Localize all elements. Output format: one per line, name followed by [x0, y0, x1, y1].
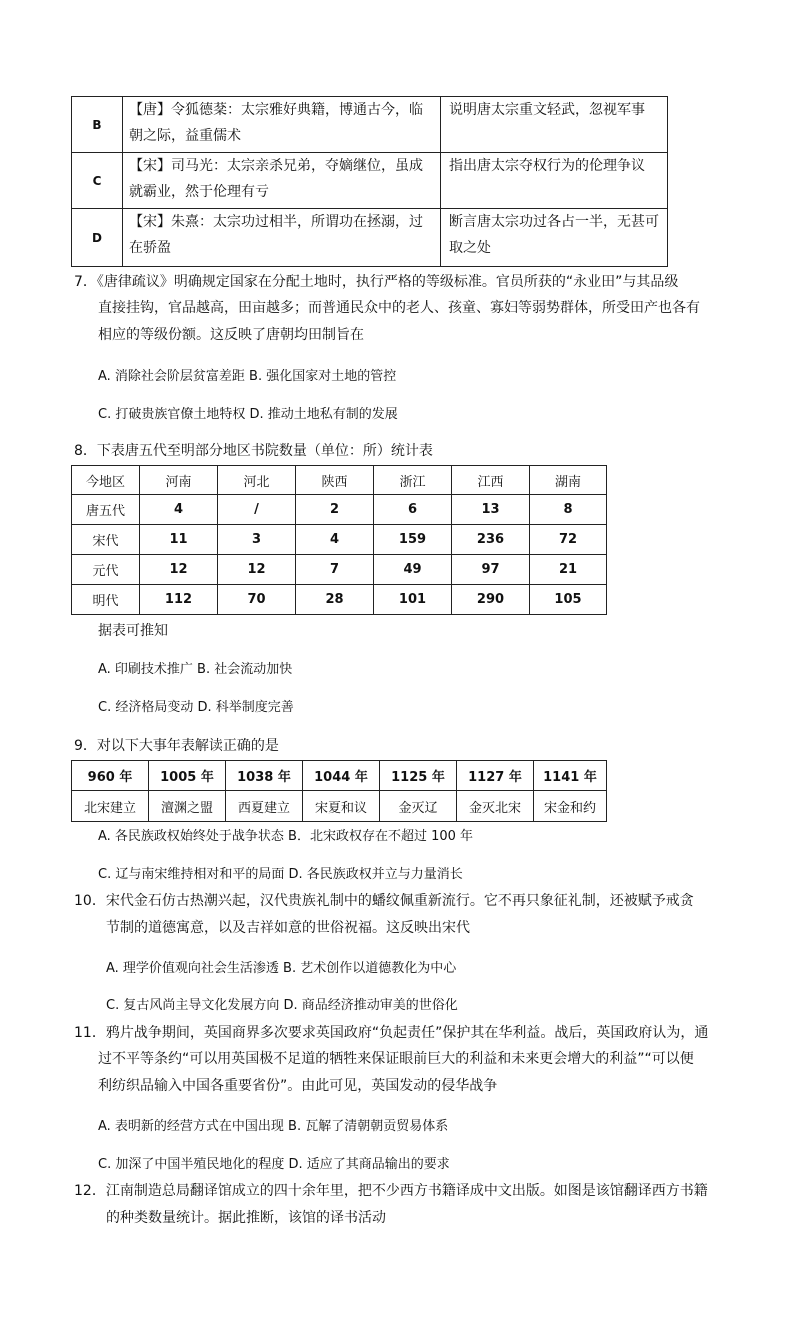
table-row — [72, 495, 607, 525]
cell: 12 — [218, 555, 296, 585]
question-11-line: 过不平等条约“可以用英国极不足道的牺牲来保证眼前巨大的利益和未来更会增大的利益”“可以便 — [98, 1051, 694, 1067]
source-line: 就霸业，然于伦理有亏 — [129, 184, 269, 200]
table-header-row — [72, 466, 607, 495]
header-cell: 河北 — [218, 466, 296, 495]
comment-cell — [441, 97, 668, 153]
row-label: B — [72, 97, 123, 153]
row-label: C — [72, 153, 123, 209]
source-line: 在骄盈 — [129, 240, 171, 256]
question-7-options-ab[interactable]: A. 消除社会阶层贫富差距 B. 强化国家对土地的管控 — [98, 369, 397, 384]
source-line: 【唐】令狐德棻：太宗雅好典籍，博通古今，临 — [129, 102, 423, 118]
table-row — [72, 525, 607, 555]
source-line: 朝之际，益重儒术 — [129, 128, 241, 144]
question-7-line: 相应的等级份额。这反映了唐朝均田制旨在 — [98, 327, 364, 343]
cell: 6 — [374, 495, 452, 525]
header-cell: 江西 — [452, 466, 530, 495]
cell: 明代 — [72, 585, 140, 615]
question-9-options-cd[interactable]: C. 辽与南宋维持相对和平的局面 D. 各民族政权并立与力量消长 — [98, 867, 463, 882]
question-8-prompt: 据表可推知 — [98, 623, 168, 639]
table-row — [72, 97, 668, 153]
question-10-options-ab[interactable]: A. 理学价值观向社会生活渗透 B. 艺术创作以道德教化为中心 — [106, 961, 457, 976]
table-row — [72, 585, 607, 615]
cell: 101 — [374, 585, 452, 615]
source-line: 【宋】朱熹：太宗功过相半，所谓功在拯溺，过 — [129, 214, 423, 230]
cell: 159 — [374, 525, 452, 555]
year-cell: 1038 年 — [226, 761, 303, 791]
cell: 97 — [452, 555, 530, 585]
event-cell: 西夏建立 — [226, 791, 303, 822]
question-10-line: 节制的道德寓意，以及吉祥如意的世俗祝福。这反映出宋代 — [106, 920, 470, 936]
cell: 12 — [140, 555, 218, 585]
question-12-line: 12．江南制造总局翻译馆成立的四十余年里，把不少西方书籍译成中文出版。如图是该馆翻译西方书籍 — [74, 1183, 708, 1199]
cell: 72 — [530, 525, 607, 555]
header-cell: 浙江 — [374, 466, 452, 495]
cell: / — [218, 495, 296, 525]
comment-line: 取之处 — [449, 240, 491, 256]
question-7-options-cd[interactable]: C. 打破贵族官僚土地特权 D. 推动土地私有制的发展 — [98, 407, 398, 422]
header-cell: 湖南 — [530, 466, 607, 495]
cell: 宋代 — [72, 525, 140, 555]
header-cell: 今地区 — [72, 466, 140, 495]
comment-line: 说明唐太宗重文轻武，忽视军事 — [449, 102, 645, 118]
cell: 49 — [374, 555, 452, 585]
year-cell: 1005 年 — [149, 761, 226, 791]
event-cell: 宋金和约 — [534, 791, 607, 822]
comment-line: 指出唐太宗夺权行为的伦理争议 — [449, 158, 645, 174]
cell: 70 — [218, 585, 296, 615]
event-cell: 北宋建立 — [72, 791, 149, 822]
cell: 3 — [218, 525, 296, 555]
source-cell — [123, 209, 441, 267]
question-7-line: 直接挂钩，官品越高，田亩越多；而普通民众中的老人、孩童、寡妇等弱势群体，所受田产也各有 — [98, 300, 700, 316]
question-11-line: 11．鸦片战争期间，英国商界多次要求英国政府“负起责任”保护其在华利益。战后，英国政府认为，通 — [74, 1025, 709, 1041]
cell: 元代 — [72, 555, 140, 585]
year-cell: 1127 年 — [457, 761, 534, 791]
timeline-table — [71, 760, 607, 822]
question-8-options-ab[interactable]: A. 印刷技术推广 B. 社会流动加快 — [98, 662, 293, 677]
question-11-line: 利纺织品输入中国各重要省份”。由此可见，英国发动的侵华战争 — [98, 1078, 498, 1094]
cell: 236 — [452, 525, 530, 555]
table-row — [72, 209, 668, 267]
header-cell: 河南 — [140, 466, 218, 495]
year-cell: 1141 年 — [534, 761, 607, 791]
cell: 11 — [140, 525, 218, 555]
event-cell: 澶渊之盟 — [149, 791, 226, 822]
question-12-line: 的种类数量统计。据此推断，该馆的译书活动 — [106, 1210, 386, 1226]
comment-cell — [441, 209, 668, 267]
cell: 21 — [530, 555, 607, 585]
table-row — [72, 555, 607, 585]
year-cell: 1044 年 — [303, 761, 380, 791]
question-9-options-ab[interactable]: A. 各民族政权始终处于战争状态 B．北宋政权存在不超过 100 年 — [98, 829, 474, 844]
cell: 4 — [296, 525, 374, 555]
event-cell: 宋夏和议 — [303, 791, 380, 822]
event-cell: 金灭北宋 — [457, 791, 534, 822]
source-cell — [123, 97, 441, 153]
question-10-line: 10．宋代金石仿古热潮兴起，汉代贵族礼制中的蟠纹佩重新流行。它不再只象征礼制，还被赋予戒贪 — [74, 893, 694, 909]
row-label: D — [72, 209, 123, 267]
academy-count-table — [71, 465, 607, 615]
cell: 2 — [296, 495, 374, 525]
history-evaluation-table — [71, 96, 668, 267]
cell: 7 — [296, 555, 374, 585]
question-8-title: 8．下表唐五代至明部分地区书院数量（单位：所）统计表 — [74, 443, 433, 459]
year-cell: 1125 年 — [380, 761, 457, 791]
events-row — [72, 791, 607, 822]
source-cell — [123, 153, 441, 209]
question-8-options-cd[interactable]: C. 经济格局变动 D. 科举制度完善 — [98, 700, 294, 715]
cell: 28 — [296, 585, 374, 615]
comment-line: 断言唐太宗功过各占一半，无甚可 — [449, 214, 659, 230]
cell: 112 — [140, 585, 218, 615]
question-11-options-ab[interactable]: A. 表明新的经营方式在中国出现 B. 瓦解了清朝朝贡贸易体系 — [98, 1119, 449, 1134]
question-9-title: 9．对以下大事年表解读正确的是 — [74, 738, 279, 754]
table-row — [72, 153, 668, 209]
cell: 4 — [140, 495, 218, 525]
question-10-options-cd[interactable]: C. 复古风尚主导文化发展方向 D. 商品经济推动审美的世俗化 — [106, 998, 458, 1013]
event-cell: 金灭辽 — [380, 791, 457, 822]
year-cell: 960 年 — [72, 761, 149, 791]
years-row — [72, 761, 607, 791]
cell: 105 — [530, 585, 607, 615]
cell: 290 — [452, 585, 530, 615]
cell: 8 — [530, 495, 607, 525]
question-11-options-cd[interactable]: C. 加深了中国半殖民地化的程度 D. 适应了其商品输出的要求 — [98, 1157, 450, 1172]
cell: 唐五代 — [72, 495, 140, 525]
source-line: 【宋】司马光：太宗亲杀兄弟，夺嫡继位，虽成 — [129, 158, 423, 174]
cell: 13 — [452, 495, 530, 525]
question-7-line: 7．《唐律疏议》明确规定国家在分配土地时，执行严格的等级标准。官员所获的“永业田”与其品级 — [74, 274, 679, 290]
header-cell: 陕西 — [296, 466, 374, 495]
comment-cell — [441, 153, 668, 209]
